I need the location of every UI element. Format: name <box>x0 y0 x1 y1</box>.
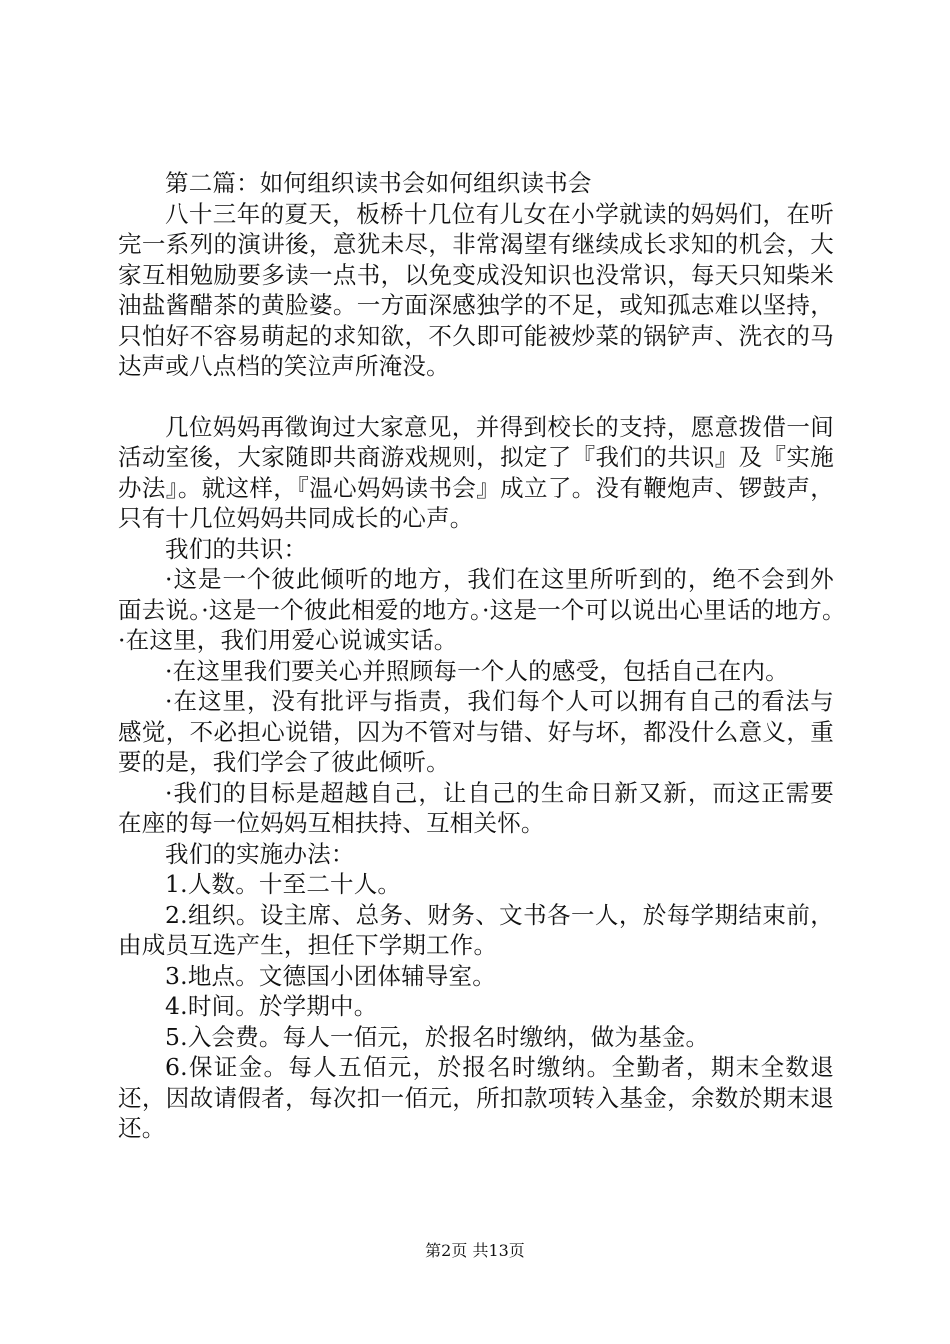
paragraph-founding: 几位妈妈再徵询过大家意见，并得到校长的支持，愿意拨借一间活动室後，大家随即共商游戏规则，拟定了『我们的共识』及『实施办法』。就这样，『温心妈妈读书会』成立了。没有鞭炮声、锣鼓声，只有十几位妈妈共同成长的心声。 <box>118 412 834 532</box>
rule-item: 3.地点。文德国小团体辅导室。 <box>165 961 496 990</box>
paragraph-intro: 八十三年的夏天，板桥十几位有儿女在小学就读的妈妈们，在听完一系列的演讲後，意犹未尽，非常渴望有继续成长求知的机会，大家互相勉励要多读一点书，以免变成没知识也没常识，每天只知柴米油盐酱醋茶的黄脸婆。一方面深感独学的不足，或知孤志难以坚持，只怕好不容易萌起的求知欲，不久即可能被炒菜的锅铲声、洗衣的马达声或八点档的笑泣声所淹没。 <box>118 199 834 380</box>
consensus-heading: 我们的共识： <box>165 534 308 563</box>
rule-item: 4.时间。於学期中。 <box>165 992 378 1020</box>
page-number: 第2页 共13页 <box>425 1241 525 1260</box>
rule-item: 2.组织。设主席、总务、财务、文书各一人，於每学期结束前，由成员互选产生，担任下学期工作。 <box>118 900 834 959</box>
rule-item: 6.保证金。每人五佰元，於报名时缴纳。全勤者，期末全数退还，因故请假者，每次扣一佰元，所扣款项转入基金，余数於期末退还。 <box>118 1053 834 1142</box>
consensus-item: ·在这里，没有批评与指责，我们每个人可以拥有自己的看法与感觉，不必担心说错，囚为不管对与错、好与坏，都没什么意义，重要的是，我们学会了彼此倾听。 <box>118 687 834 776</box>
consensus-item: ·我们的目标是超越自己，让自己的生命日新又新，而这正需要在座的每一位妈妈互相扶持、互相关怀。 <box>118 778 834 837</box>
consensus-item: ·在这里我们要关心并照顾每一个人的感受，包括自己在内。 <box>165 656 789 685</box>
section-title: 第二篇：如何组织读书会如何组织读书会 <box>165 169 592 197</box>
rules-heading: 我们的实施办法： <box>165 839 355 868</box>
consensus-item: ·这是一个彼此倾听的地方，我们在这里所听到的，绝不会到外面去说。·这是一个彼此相爱的地方。·这是一个可以说出心里话的地方。·在这里，我们用爱心说诚实话。 <box>118 565 834 654</box>
rule-item: 5.入会费。每人一佰元，於报名时缴纳，做为基金。 <box>165 1022 710 1051</box>
document-body <box>118 168 834 1144</box>
rule-item: 1.人数。十至二十人。 <box>165 870 402 898</box>
